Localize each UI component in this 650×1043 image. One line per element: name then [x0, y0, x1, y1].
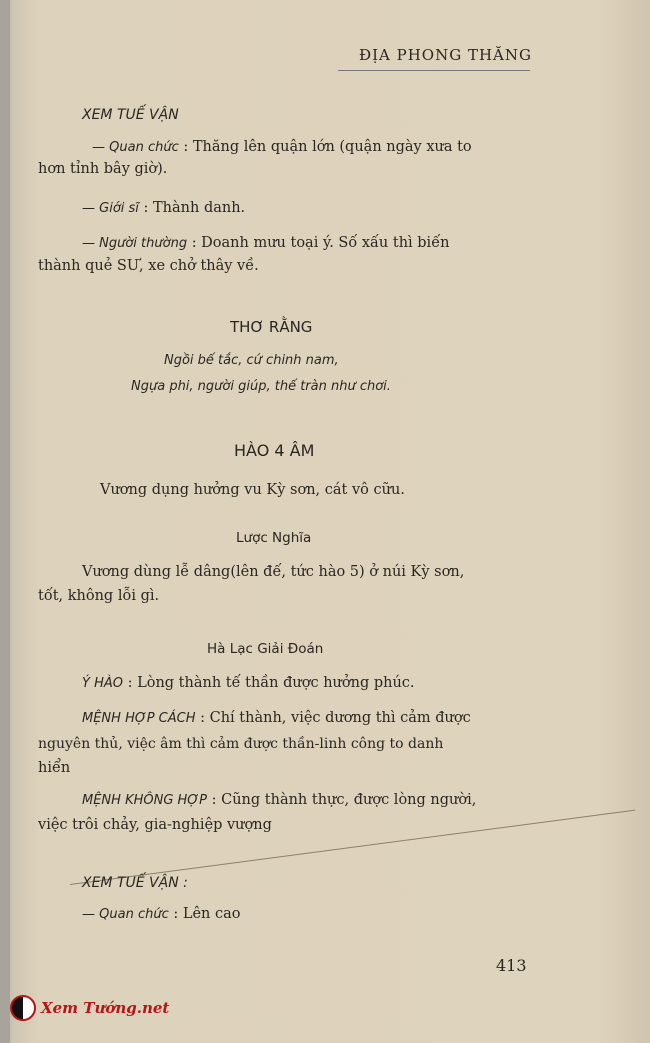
text-line [92, 136, 472, 159]
text-line: tốt, không lỗi gì. [38, 588, 160, 604]
inline-text: : Thành danh. [143, 200, 246, 216]
text-line: Vương dùng lễ dâng(lên đế, tức hào 5) ở núi Kỳ sơn, [82, 564, 465, 580]
section-heading: XEM TUẾ VẬN : [82, 875, 188, 891]
section-title: HÀO 4 ÂM [234, 441, 315, 460]
inline-label: MỆNH KHÔNG HỢP [82, 793, 208, 808]
page-number: 413 [496, 956, 527, 975]
inline-label: — Quan chức [82, 907, 169, 922]
header-rule [338, 70, 530, 71]
inline-text: : Lòng thành tế thần được hưởng phúc. [127, 675, 415, 691]
inline-text: : Cũng thành thực, được lòng người, [211, 792, 477, 808]
text-line [82, 232, 449, 255]
text-line [82, 707, 471, 730]
text-line: hơn tỉnh bây giờ). [38, 161, 168, 177]
page-header: ĐỊA PHONG THĂNG [358, 46, 532, 64]
inline-label: Ý HÀO [82, 676, 123, 691]
watermark-logo[interactable] [10, 990, 180, 1026]
inline-text: : Doanh mưu toại ý. Số xấu thì biến [191, 235, 450, 251]
inline-label: — Quan chức [92, 140, 179, 155]
inline-label: — Giới sĩ [82, 201, 139, 216]
text-line: hiển [38, 760, 71, 776]
inline-text: : Lên cao [173, 906, 241, 922]
poem-line: Ngồi bế tắc, cứ chinh nam, [164, 353, 339, 368]
text-line: thành quẻ SƯ, xe chở thây về. [38, 258, 259, 274]
watermark-text: Xem Tướng.net [41, 999, 170, 1017]
inline-label: MỆNH HỢP CÁCH [82, 711, 196, 726]
inline-label: — Người thường [82, 236, 188, 251]
section-title: Lược Nghĩa [236, 530, 312, 546]
section-title: Hà Lạc Giải Đoán [207, 641, 324, 657]
yin-yang-icon [10, 995, 36, 1021]
text-line [82, 789, 476, 812]
inline-text: : Chí thành, việc dương thì cảm được [200, 710, 471, 726]
text-line: việc trôi chảy, gia-nghiệp vượng [38, 817, 272, 833]
poem-title: THƠ RẰNG [230, 318, 313, 336]
text-line [82, 672, 415, 695]
section-heading: XEM TUẾ VẬN [82, 107, 179, 123]
text-line: Vương dụng hưởng vu Kỳ sơn, cát vô cữu. [100, 482, 405, 498]
book-spine [0, 0, 10, 1043]
text-line [82, 197, 245, 220]
poem-line: Ngựa phi, người giúp, thế tràn như chơi. [131, 379, 391, 394]
text-line [82, 903, 240, 926]
text-line: nguyên thủ, việc âm thì cảm được thần-linh công to danh [38, 736, 444, 752]
inline-text: : Thăng lên quận lớn (quận ngày xưa to [183, 139, 472, 155]
